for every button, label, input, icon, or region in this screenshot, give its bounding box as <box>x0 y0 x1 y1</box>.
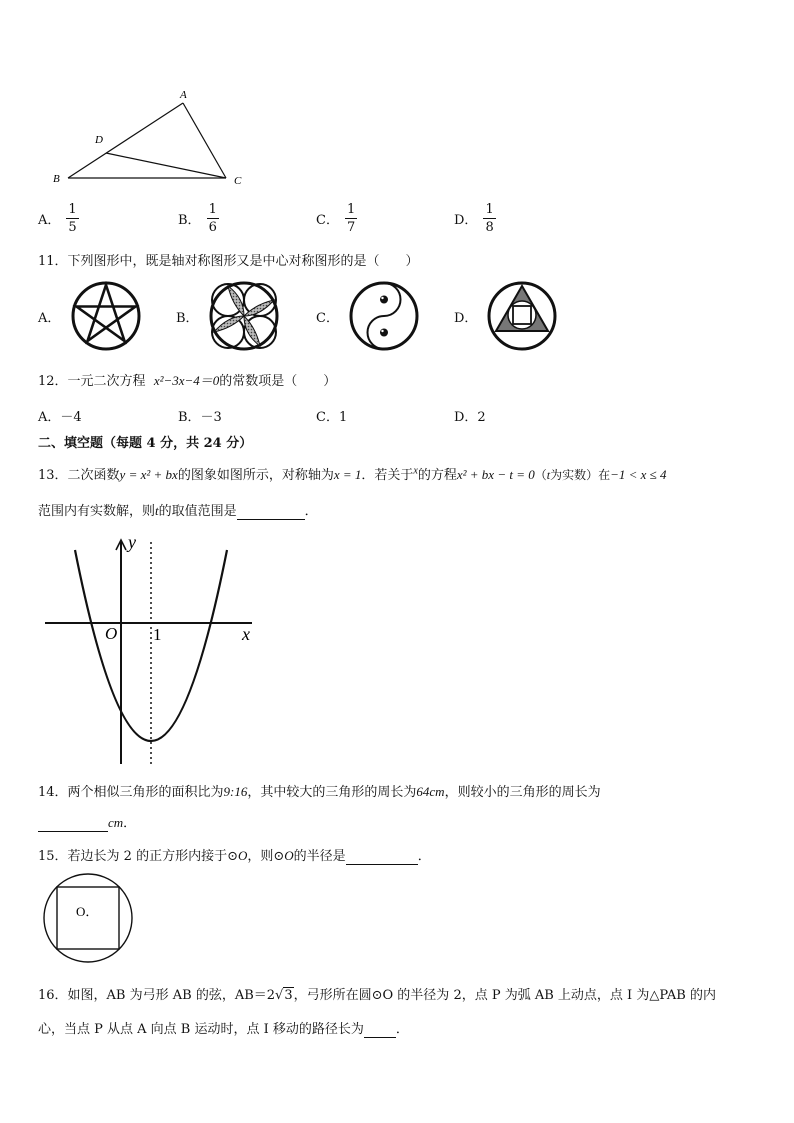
label-d: D <box>95 134 103 146</box>
q14-line1: 14．两个相似三角形的面积比为9:16，其中较大的三角形的周长为64cm，则较小的三角形的周长为 <box>38 784 601 800</box>
q11-option-d[interactable]: D． <box>454 280 558 352</box>
label-b: B <box>53 173 60 185</box>
answer-blank[interactable] <box>346 849 418 865</box>
q12-stem: 12．一元二次方程 x²−3x−4＝0的常数项是（ ） <box>38 373 337 389</box>
triangle-figure <box>48 84 248 190</box>
fraction: $\frac{1}{8}$ <box>485 202 494 235</box>
q10-option-b[interactable]: B． $\frac{1}{6}$ <box>178 202 217 235</box>
answer-blank[interactable] <box>38 816 108 832</box>
q13-line2: 范围内有实数解，则t的取值范围是 ． <box>38 503 318 519</box>
x-axis-label: x <box>242 624 250 644</box>
q15-stem: 15．若边长为 2 的正方形内接于⊙O，则⊙O的半径是 ． <box>38 848 431 864</box>
label-c: C <box>234 175 242 187</box>
fraction: $\frac{1}{6}$ <box>208 202 217 235</box>
label-a: A <box>180 89 187 101</box>
q12-option-c[interactable]: C．1 <box>316 410 348 425</box>
q16-line2: 心，当点 P 从点 A 向点 B 运动时，点 I 移动的路径长为 ． <box>38 1022 409 1037</box>
q14-line2: cm． <box>38 812 136 832</box>
q10-option-d[interactable]: D． $\frac{1}{8}$ <box>454 202 494 235</box>
center-label: O． <box>76 904 99 919</box>
sqrt-symbol: √ <box>275 988 284 1003</box>
q11-option-c[interactable]: C． <box>316 280 420 352</box>
q13-line1: 13．二次函数y = x² + bx的图象如图所示，对称轴为x = 1．若关于$^x$的方程x² + bx − t = 0（t为实数）在−1 < x ≤ 4 <box>38 465 667 483</box>
pentagram-icon <box>70 280 142 352</box>
answer-blank[interactable] <box>364 1022 396 1038</box>
equation: x²−3x−4＝0 <box>153 373 220 388</box>
four-petal-flower-icon <box>208 280 280 352</box>
q11-option-a[interactable]: A． <box>38 280 142 352</box>
fraction: $\frac{1}{5}$ <box>68 202 77 235</box>
tick-one: 1 <box>153 625 162 644</box>
q11-stem: 11．下列图形中，既是轴对称图形又是中心对称图形的是（ ） <box>38 254 419 269</box>
section-title: 二、填空题（每题 4 分，共 24 分） <box>38 436 253 451</box>
q11-option-b[interactable]: B． <box>176 280 280 352</box>
q10-option-a[interactable]: A． $\frac{1}{5}$ <box>38 202 77 235</box>
fraction: $\frac{1}{7}$ <box>346 202 356 235</box>
triangle-in-circle-icon <box>486 280 558 352</box>
origin-label: O <box>105 624 118 643</box>
yin-yang-icon <box>348 280 420 352</box>
parabola-graph <box>40 532 270 770</box>
inscribed-square-figure <box>42 872 134 964</box>
q16-line1: 16．如图，AB 为弓形 AB 的弦，AB＝2√3，弓形所在圆⊙O 的半径为 2，点 P 为弧 AB 上动点，点 I 为△PAB 的内 <box>38 988 716 1003</box>
q12-option-b[interactable]: B．－3 <box>178 410 222 425</box>
y-axis-label: y <box>128 532 136 552</box>
q12-option-d[interactable]: D．2 <box>454 410 486 425</box>
q12-option-a[interactable]: A．－4 <box>38 410 82 425</box>
answer-blank[interactable] <box>237 504 305 520</box>
q10-option-c[interactable]: C． $\frac{1}{7}$ <box>316 202 356 235</box>
